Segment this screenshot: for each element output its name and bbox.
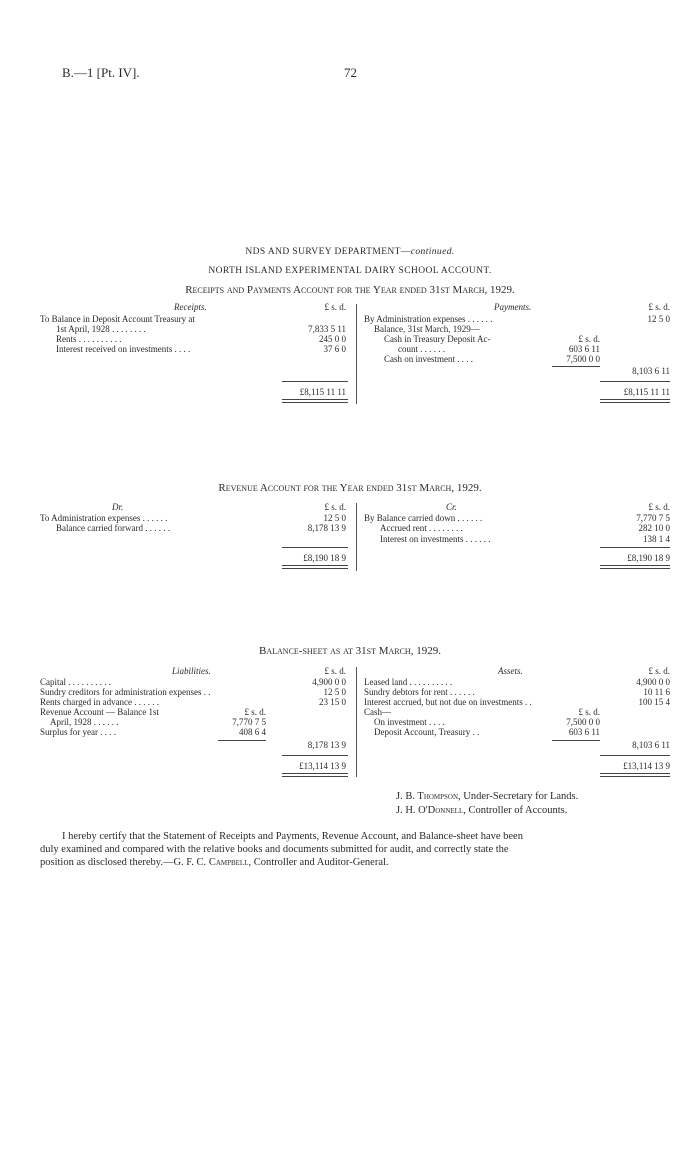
revenue-cr-row-label: Interest on investments . . . . . . <box>380 534 491 544</box>
payments-total-double-rule <box>600 399 670 403</box>
certificate-text: position as disclosed thereby.—G. F. C. <box>40 857 209 868</box>
revenue-cr-row-amount: 282 10 0 <box>638 523 670 533</box>
liabilities-total-double-rule <box>282 773 348 777</box>
assets-currency: £ s. d. <box>648 666 670 676</box>
signatory-name: J. H. O'Donnell <box>396 805 464 816</box>
payment-row-subheader: £ s. d. <box>578 334 600 344</box>
liability-row-label: Surplus for year . . . . <box>40 727 116 737</box>
revenue-dr-row-amount: 12 5 0 <box>323 513 346 523</box>
asset-row-subheader: £ s. d. <box>578 707 600 717</box>
revenue-cr-total-double-rule <box>600 565 670 569</box>
revenue-cr-currency: £ s. d. <box>648 502 670 512</box>
receipts-total: £8,115 11 11 <box>299 387 346 397</box>
asset-row-subamount: 7,500 0 0 <box>566 717 600 727</box>
department-continued: continued. <box>410 247 455 257</box>
liability-row-amount: 8,178 13 9 <box>307 740 346 750</box>
balance-sheet-divider <box>356 667 357 777</box>
asset-row-amount: 4,900 0 0 <box>636 677 670 687</box>
liability-row-amount: 4,900 0 0 <box>312 677 346 687</box>
revenue-dr-row-label: Balance carried forward . . . . . . <box>56 523 170 533</box>
liability-row-label: Capital . . . . . . . . . . <box>40 677 111 687</box>
asset-row-label: On investment . . . . <box>374 717 445 727</box>
revenue-divider <box>356 503 357 571</box>
liability-row-label: Rents charged in advance . . . . . . <box>40 697 160 707</box>
asset-row-label: Interest accrued, but not due on investments . . <box>364 697 532 707</box>
assets-header: Assets. <box>498 666 523 676</box>
certificate-line <box>40 856 670 869</box>
revenue-dr-row-amount: 8,178 13 9 <box>307 523 346 533</box>
asset-row-subamount: 603 6 11 <box>568 727 600 737</box>
revenue-dr-currency: £ s. d. <box>324 502 346 512</box>
payments-total-rule <box>600 381 670 382</box>
asset-row-amount: 100 15 4 <box>638 697 670 707</box>
payment-row-amount: 8,103 6 11 <box>632 366 670 376</box>
liability-row-subheader: £ s. d. <box>244 707 266 717</box>
signatory-title: , Under-Secretary for Lands. <box>458 791 579 802</box>
receipts-payments-divider <box>356 304 357 404</box>
payments-header: Payments. <box>494 302 532 312</box>
department-heading <box>0 247 700 257</box>
liabilities-header: Liabilities. <box>172 666 211 676</box>
auditor-name: Campbell <box>208 857 249 868</box>
signatory-name: J. B. Thompson <box>396 791 459 802</box>
liabilities-currency: £ s. d. <box>324 666 346 676</box>
department-name: NDS AND SURVEY DEPARTMENT— <box>245 247 411 257</box>
signature-controller <box>396 805 567 817</box>
liability-row-label: April, 1928 . . . . . . <box>50 717 119 727</box>
receipts-total-rule <box>282 381 348 382</box>
asset-row-label: Deposit Account, Treasury . . <box>374 727 480 737</box>
revenue-cr-row-amount: 7,770 7 5 <box>636 513 670 523</box>
receipt-row-amount: 7,833 5 11 <box>308 324 346 334</box>
payment-row-amount: 12 5 0 <box>647 314 670 324</box>
receipt-row-amount: 37 6 0 <box>323 344 346 354</box>
liability-row-subamount: 408 6 4 <box>239 727 266 737</box>
liabilities-total: £13,114 13 9 <box>299 761 346 771</box>
liability-row-label: Sundry creditors for administration expenses . . <box>40 687 211 697</box>
liability-row-label: Revenue Account — Balance 1st <box>40 707 159 717</box>
liability-row-amount: 12 5 0 <box>323 687 346 697</box>
receipt-row-amount: 245 0 0 <box>319 334 346 344</box>
receipt-row-label: 1st April, 1928 . . . . . . . . <box>56 324 146 334</box>
revenue-cr-header: Cr. <box>446 502 457 512</box>
page-number: 72 <box>344 65 357 80</box>
liabilities-total-rule <box>282 755 348 756</box>
payment-row-label: count . . . . . . <box>398 344 445 354</box>
receipts-header: Receipts. <box>174 302 207 312</box>
revenue-dr-total-double-rule <box>282 565 348 569</box>
receipts-payments-title: Receipts and Payments Account for the Year ended 31st March, 1929. <box>185 284 515 296</box>
payments-currency-header: £ s. d. <box>648 302 670 312</box>
receipt-row-label: Interest received on investments . . . . <box>56 344 191 354</box>
assets-total: £13,114 13 9 <box>623 761 670 771</box>
asset-row-label: Cash— <box>364 707 391 717</box>
asset-row-label: Leased land . . . . . . . . . . <box>364 677 453 687</box>
payment-row-label: By Administration expenses . . . . . . <box>364 314 493 324</box>
revenue-cr-row-label: By Balance carried down . . . . . . <box>364 513 483 523</box>
asset-subtotal-rule <box>552 740 600 741</box>
receipt-row-label: To Balance in Deposit Account Treasury at <box>40 314 195 324</box>
signatory-title: , Controller of Accounts. <box>463 805 568 816</box>
certificate-line: I hereby certify that the Statement of Receipts and Payments, Revenue Account, and Balance-sheet have been <box>62 831 523 842</box>
auditor-title: , Controller and Auditor-General. <box>248 857 389 868</box>
assets-total-rule <box>600 755 670 756</box>
revenue-cr-total-rule <box>600 547 670 548</box>
revenue-dr-total-rule <box>282 547 348 548</box>
assets-total-double-rule <box>600 773 670 777</box>
payments-total: £8,115 11 11 <box>623 387 670 397</box>
revenue-cr-row-label: Accrued rent . . . . . . . . <box>380 523 463 533</box>
liability-row-amount: 23 15 0 <box>319 697 346 707</box>
asset-row-label: Sundry debtors for rent . . . . . . <box>364 687 475 697</box>
audit-certificate <box>40 830 670 869</box>
payment-row-label: Cash on investment . . . . <box>384 354 473 364</box>
account-heading: NORTH ISLAND EXPERIMENTAL DAIRY SCHOOL ACCOUNT. <box>208 266 492 276</box>
page-reference: B.—1 [Pt. IV]. <box>62 65 140 80</box>
revenue-account-title: Revenue Account for the Year ended 31st March, 1929. <box>218 482 482 494</box>
revenue-cr-total: £8,190 18 9 <box>627 553 670 563</box>
receipts-currency-header: £ s. d. <box>324 302 346 312</box>
liability-row-subamount: 7,770 7 5 <box>232 717 266 727</box>
certificate-line: duly examined and compared with the relative books and documents submitted for audit, and correctly state the <box>40 844 509 855</box>
asset-row-amount: 10 11 6 <box>643 687 670 697</box>
revenue-cr-row-amount: 138 1 4 <box>643 534 670 544</box>
asset-row-amount: 8,103 6 11 <box>632 740 670 750</box>
payment-row-label: Cash in Treasury Deposit Ac- <box>384 334 491 344</box>
receipts-total-double-rule <box>282 399 348 403</box>
payment-row-subamount: 603 6 11 <box>568 344 600 354</box>
liability-subtotal-rule <box>218 740 266 741</box>
signature-under-secretary <box>396 791 578 803</box>
payment-row-subamount: 7,500 0 0 <box>566 354 600 364</box>
revenue-dr-total: £8,190 18 9 <box>303 553 346 563</box>
receipt-row-label: Rents . . . . . . . . . . <box>56 334 122 344</box>
balance-sheet-title: Balance-sheet as at 31st March, 1929. <box>259 645 441 657</box>
revenue-dr-header: Dr. <box>112 502 124 512</box>
payment-subtotal-rule <box>552 366 600 367</box>
payment-row-label: Balance, 31st March, 1929— <box>374 324 480 334</box>
revenue-dr-row-label: To Administration expenses . . . . . . <box>40 513 168 523</box>
